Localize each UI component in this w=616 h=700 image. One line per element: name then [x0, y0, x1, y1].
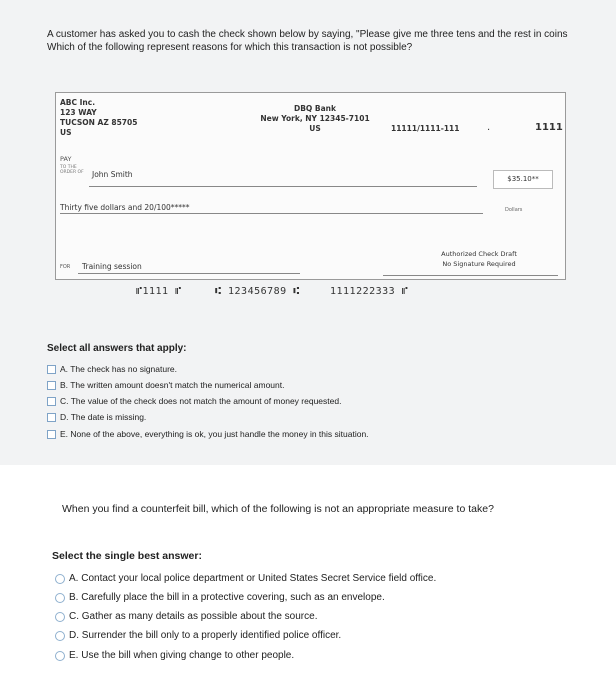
question-1-line-1: A customer has asked you to cash the check shown below by saying, "Please give me three tens and the rest in coins [47, 29, 568, 40]
answer-option-e[interactable] [47, 429, 369, 439]
routing-fraction: 11111/1111-111 [391, 124, 460, 133]
checkbox[interactable] [47, 413, 56, 422]
payer-line: US [60, 128, 72, 137]
bank-line: DBQ Bank [293, 104, 337, 113]
micr-check-number: ⑈1111 ⑈ [136, 286, 182, 297]
answer-option-a[interactable] [47, 364, 177, 374]
answer-option-c[interactable] [47, 396, 341, 406]
option-label: B. Carefully place the bill in a protective covering, such as an envelope. [69, 592, 385, 603]
checkbox[interactable] [47, 397, 56, 406]
authorization-note [429, 249, 529, 269]
answer-option-b[interactable] [47, 380, 284, 390]
radio-option-c[interactable] [55, 611, 317, 622]
payer-line: 123 WAY [60, 108, 97, 117]
checkbox[interactable] [47, 430, 56, 439]
authorization-line-2: No Signature Required [442, 260, 516, 268]
radio-button[interactable] [55, 593, 65, 603]
dollars-label: Dollars [505, 207, 523, 213]
amount-box: $35.10** [493, 170, 553, 189]
option-label: A. Contact your local police department or United States Secret Service field office. [69, 573, 437, 584]
check-number: 1111 [535, 122, 563, 133]
micr-account-number: 1111222333 ⑈ [330, 286, 409, 297]
separator-dot: . [487, 122, 491, 133]
radio-button[interactable] [55, 574, 65, 584]
payer-line: ABC Inc. [60, 98, 96, 107]
option-label: E. None of the above, everything is ok, you just handle the money in this situation. [60, 429, 369, 439]
question-1-prompt: Select all answers that apply: [47, 343, 187, 354]
radio-option-e[interactable] [55, 650, 294, 661]
radio-button[interactable] [55, 631, 65, 641]
radio-option-b[interactable] [55, 592, 385, 603]
checkbox[interactable] [47, 365, 56, 374]
radio-option-a[interactable] [55, 573, 436, 584]
option-label: D. The date is missing. [60, 412, 147, 422]
bank-line: US [309, 124, 321, 133]
authorization-line-1: Authorized Check Draft [441, 250, 517, 258]
option-label: A. The check has no signature. [60, 364, 178, 374]
payee-line [89, 186, 477, 187]
amount-words-line [60, 213, 483, 214]
option-label: C. The value of the check does not match the amount of money requested. [60, 396, 342, 406]
question-1-text [47, 28, 612, 54]
to-order-label: TO THE ORDER OF [60, 165, 84, 175]
option-label: B. The written amount doesn't match the numerical amount. [60, 380, 285, 390]
option-label: D. Surrender the bill only to a properly identified police officer. [69, 630, 342, 641]
payee-name: John Smith [92, 170, 133, 179]
signature-line [383, 275, 558, 276]
question-1-line-2: Which of the following represent reasons for which this transaction is not possible? [47, 42, 413, 53]
radio-button[interactable] [55, 651, 65, 661]
radio-option-d[interactable] [55, 630, 341, 641]
question-2-prompt: Select the single best answer: [52, 550, 202, 562]
option-label: C. Gather as many details as possible about the source. [69, 611, 318, 622]
check-image [55, 92, 566, 280]
amount-in-words: Thirty five dollars and 20/100***** [60, 203, 190, 212]
answer-option-d[interactable] [47, 412, 146, 422]
checkbox[interactable] [47, 381, 56, 390]
option-label: E. Use the bill when giving change to other people. [69, 650, 295, 661]
radio-button[interactable] [55, 612, 65, 622]
memo-line [78, 273, 300, 274]
payer-line: TUCSON AZ 85705 [60, 118, 138, 127]
payer-address [60, 98, 137, 138]
micr-routing-number: ⑆ 123456789 ⑆ [215, 286, 300, 297]
memo-label: FOR [60, 264, 71, 270]
memo-text: Training session [82, 262, 142, 271]
bank-address [260, 104, 370, 134]
pay-label: PAY [60, 155, 72, 163]
question-2-text: When you find a counterfeit bill, which of the following is not an appropriate measure to take? [62, 503, 494, 515]
bank-line: New York, NY 12345-7101 [260, 114, 370, 123]
